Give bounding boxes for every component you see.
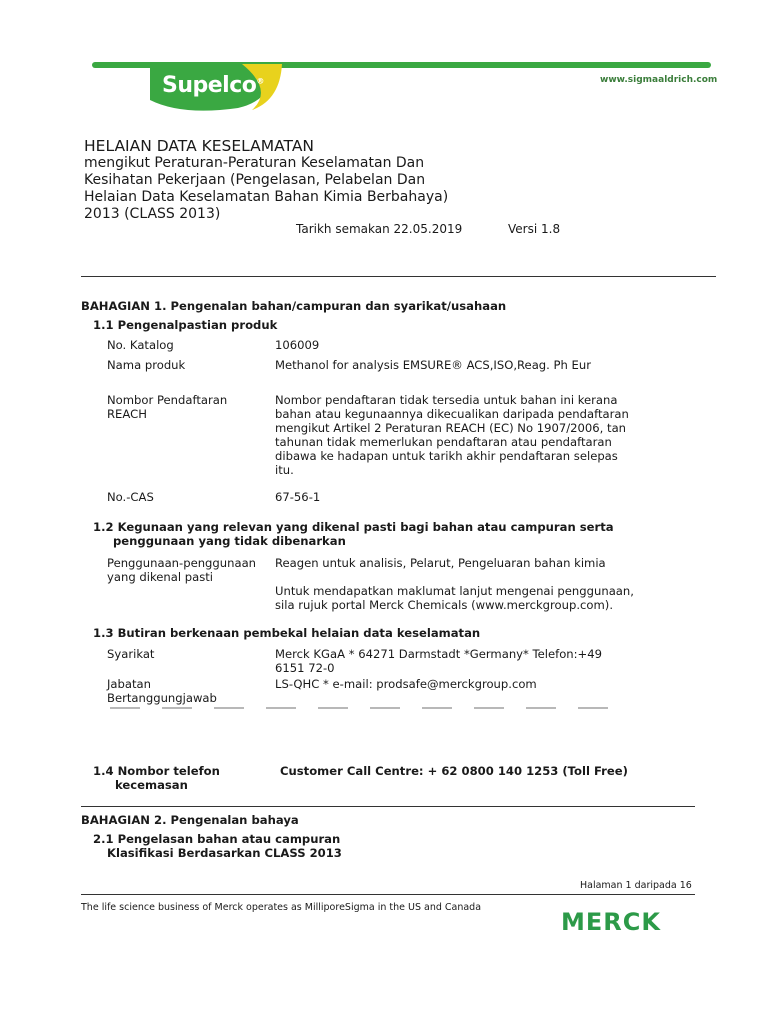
- merck-logo: [561, 908, 679, 934]
- uses-more: Untuk mendapatkan maklumat lanjut mengenai penggunaan,: [275, 584, 634, 598]
- product-label: Nama produk: [107, 358, 186, 372]
- divider: [81, 894, 695, 895]
- uses-value: Reagen untuk analisis, Pelarut, Pengeluaran bahan kimia: [275, 556, 606, 570]
- dept-label: Bertanggungjawab: [107, 691, 217, 705]
- subsection-1-4: 1.4 Nombor telefon: [93, 764, 220, 778]
- reach-value-line: mengikut Artikel 2 Peraturan REACH (EC) No 1907/2006, tan: [275, 421, 627, 435]
- product-value: Methanol for analysis EMSURE® ACS,ISO,Reag. Ph Eur: [275, 358, 591, 372]
- subsection-1-3: 1.3 Butiran berkenaan pembekal helaian data keselamatan: [93, 626, 481, 640]
- uses-label: yang dikenal pasti: [107, 570, 214, 584]
- dept-label: Jabatan: [107, 677, 151, 691]
- catalog-value: 106009: [275, 338, 320, 352]
- company-value: 6151 72-0: [275, 661, 335, 675]
- document-title: HELAIAN DATA KESELAMATAN: [84, 137, 315, 155]
- reach-value-line: dibawa ke hadapan untuk tarikh akhir pendaftaran selepas: [275, 449, 618, 463]
- reach-label: REACH: [107, 407, 147, 421]
- cas-label: No.-CAS: [107, 490, 154, 504]
- uses-more: sila rujuk portal Merck Chemicals (www.merckgroup.com).: [275, 598, 614, 612]
- reach-label: Nombor Pendaftaran: [107, 393, 228, 407]
- divider: [81, 276, 716, 277]
- emergency-phone: Customer Call Centre: + 62 0800 140 1253 (Toll Free): [280, 764, 628, 778]
- reach-value-line: tahunan tidak memerlukan pendaftaran atau pendaftaran: [275, 435, 612, 449]
- company-value: Merck KGaA * 64271 Darmstadt *Germany* Telefon:+49: [275, 647, 603, 661]
- supelco-logo-text: Supelco®: [162, 73, 264, 98]
- catalog-label: No. Katalog: [107, 338, 174, 352]
- cas-value: 67-56-1: [275, 490, 321, 504]
- reach-value-line: itu.: [275, 463, 294, 477]
- subsection-1-1: 1.1 Pengenalpastian produk: [93, 318, 278, 332]
- subtitle-line: Helaian Data Keselamatan Bahan Kimia Berbahaya): [84, 189, 449, 205]
- subsection-2-1-sub: Klasifikasi Berdasarkan CLASS 2013: [107, 846, 342, 860]
- footer-business-note: The life science business of Merck operates as MilliporeSigma in the US and Canada: [81, 902, 482, 913]
- subsection-2-1: 2.1 Pengelasan bahan atau campuran: [93, 832, 341, 846]
- revision-date: Tarikh semakan 22.05.2019: [296, 222, 463, 236]
- divider: [81, 806, 695, 807]
- dept-value: LS-QHC * e-mail: prodsafe@merckgroup.com: [275, 677, 537, 691]
- section-2-heading: BAHAGIAN 2. Pengenalan bahaya: [81, 813, 299, 827]
- page-number: Halaman 1 daripada 16: [580, 880, 692, 891]
- website-link[interactable]: www.sigmaaldrich.com: [600, 75, 718, 85]
- subsection-1-4-cont: kecemasan: [115, 778, 188, 792]
- section-1-heading: BAHAGIAN 1. Pengenalan bahan/campuran dan syarikat/usahaan: [81, 299, 507, 313]
- company-label: Syarikat: [107, 647, 155, 661]
- reach-value-line: Nombor pendaftaran tidak tersedia untuk bahan ini kerana: [275, 393, 618, 407]
- version: Versi 1.8: [508, 222, 561, 236]
- subtitle-line: Kesihatan Pekerjaan (Pengelasan, Pelabelan Dan: [84, 172, 426, 188]
- merck-logo-text: MERCK: [561, 908, 661, 934]
- subsection-1-2: 1.2 Kegunaan yang relevan yang dikenal pasti bagi bahan atau campuran serta: [93, 520, 614, 534]
- subtitle-line: mengikut Peraturan-Peraturan Keselamatan Dan: [84, 155, 425, 171]
- reach-value-line: bahan atau kegunaannya dikecualikan daripada pendaftaran: [275, 407, 629, 421]
- clipped-text-line: [110, 707, 610, 709]
- subsection-1-2-cont: penggunaan yang tidak dibenarkan: [113, 534, 346, 548]
- subtitle-line: 2013 (CLASS 2013): [84, 206, 221, 222]
- uses-label: Penggunaan-penggunaan: [107, 556, 257, 570]
